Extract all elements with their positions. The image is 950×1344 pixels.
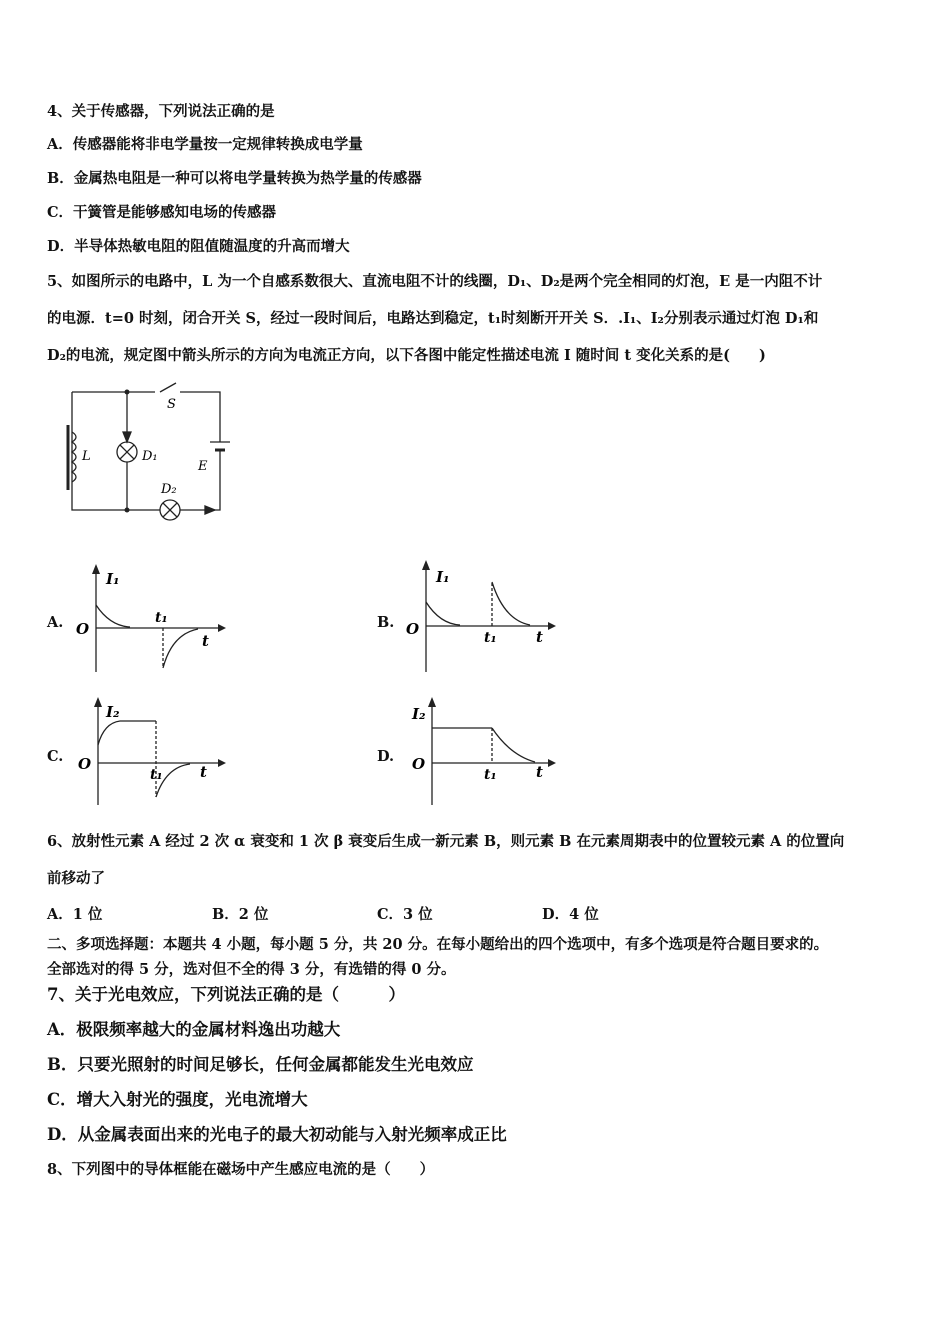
origin-label: O	[406, 620, 420, 638]
q5-line3: D₂的电流，规定图中箭头所示的方向为电流正方向，以下各图中能定性描述电流 I 随时间 t 变化关系的是( )	[47, 347, 766, 364]
q6-line2: 前移动了	[47, 870, 105, 887]
source-label: E	[198, 459, 208, 474]
t1-label: t₁	[484, 630, 497, 646]
q4-option-a: A．传感器能将非电学量按一定规律转换成电学量	[47, 136, 363, 153]
origin-label: O	[78, 755, 92, 773]
q6-option-a: A．1 位	[47, 906, 103, 923]
origin-label: O	[412, 755, 426, 773]
graph-d-label: D.	[377, 748, 395, 765]
q6-option-b: B．2 位	[212, 906, 269, 923]
q8-stem: 8、下列图中的导体框能在磁场中产生感应电流的是（ ）	[47, 1161, 435, 1178]
graph-d	[400, 695, 560, 807]
t-label: t	[536, 763, 543, 781]
t-label: t	[200, 763, 207, 781]
lamp-d1-label: D₁	[142, 449, 158, 464]
q7-option-c: C．增大入射光的强度，光电流增大	[47, 1090, 308, 1109]
graph-c	[70, 695, 230, 807]
q6-option-c: C．3 位	[377, 906, 433, 923]
q7-stem: 7、关于光电效应，下列说法正确的是（ ）	[47, 985, 405, 1004]
section2-line1: 二、多项选择题：本题共 4 小题，每小题 5 分，共 20 分。在每小题给出的四个选项中，有多个选项是符合题目要求的。	[47, 936, 829, 953]
y-axis-label: I₂	[106, 703, 120, 721]
switch-label: S	[167, 397, 176, 412]
q4-option-d: D．半导体热敏电阻的阻值随温度的升高而增大	[47, 238, 350, 255]
graph-c-label: C.	[47, 748, 64, 765]
t1-label: t₁	[484, 767, 497, 783]
q6-option-d: D．4 位	[542, 906, 599, 923]
q5-line1: 5、如图所示的电路中，L 为一个自感系数很大、直流电阻不计的线圈，D₁、D₂是两个完全相同的灯泡，E 是一内阻不计	[47, 273, 823, 290]
q7-option-b: B．只要光照射的时间足够长，任何金属都能发生光电效应	[47, 1055, 474, 1074]
q6-line1: 6、放射性元素 A 经过 2 次 α 衰变和 1 次 β 衰变后生成一新元素 B，则元素 B 在元素周期表中的位置较元素 A 的位置向	[47, 833, 845, 850]
t1-label: t₁	[150, 767, 163, 783]
circuit-diagram	[40, 380, 240, 525]
q4-option-b: B．金属热电阻是一种可以将电学量转换为热学量的传感器	[47, 170, 422, 187]
t-label: t	[536, 628, 543, 646]
q4-option-c: C．干簧管是能够感知电场的传感器	[47, 204, 277, 221]
y-axis-label: I₁	[106, 570, 120, 588]
origin-label: O	[76, 620, 90, 638]
q7-option-a: A．极限频率越大的金属材料逸出功越大	[47, 1020, 341, 1039]
q4-stem: 4、关于传感器，下列说法正确的是	[47, 103, 275, 120]
t1-label: t₁	[155, 610, 168, 626]
graph-a	[70, 560, 230, 675]
section2-line2: 全部选对的得 5 分，选对但不全的得 3 分，有选错的得 0 分。	[47, 961, 456, 978]
y-axis-label: I₂	[412, 705, 426, 723]
coil-label: L	[82, 449, 91, 464]
graph-b-label: B.	[377, 614, 395, 631]
t-label: t	[202, 632, 209, 650]
q7-option-d: D．从金属表面出来的光电子的最大初动能与入射光频率成正比	[47, 1125, 507, 1144]
q5-line2: 的电源．t=0 时刻，闭合开关 S，经过一段时间后，电路达到稳定，t₁时刻断开开关 S．.I₁、I₂分别表示通过灯泡 D₁和	[47, 310, 819, 327]
y-axis-label: I₁	[436, 568, 450, 586]
lamp-d2-label: D₂	[161, 482, 177, 497]
graph-b	[400, 560, 560, 675]
graph-a-label: A.	[47, 614, 64, 631]
